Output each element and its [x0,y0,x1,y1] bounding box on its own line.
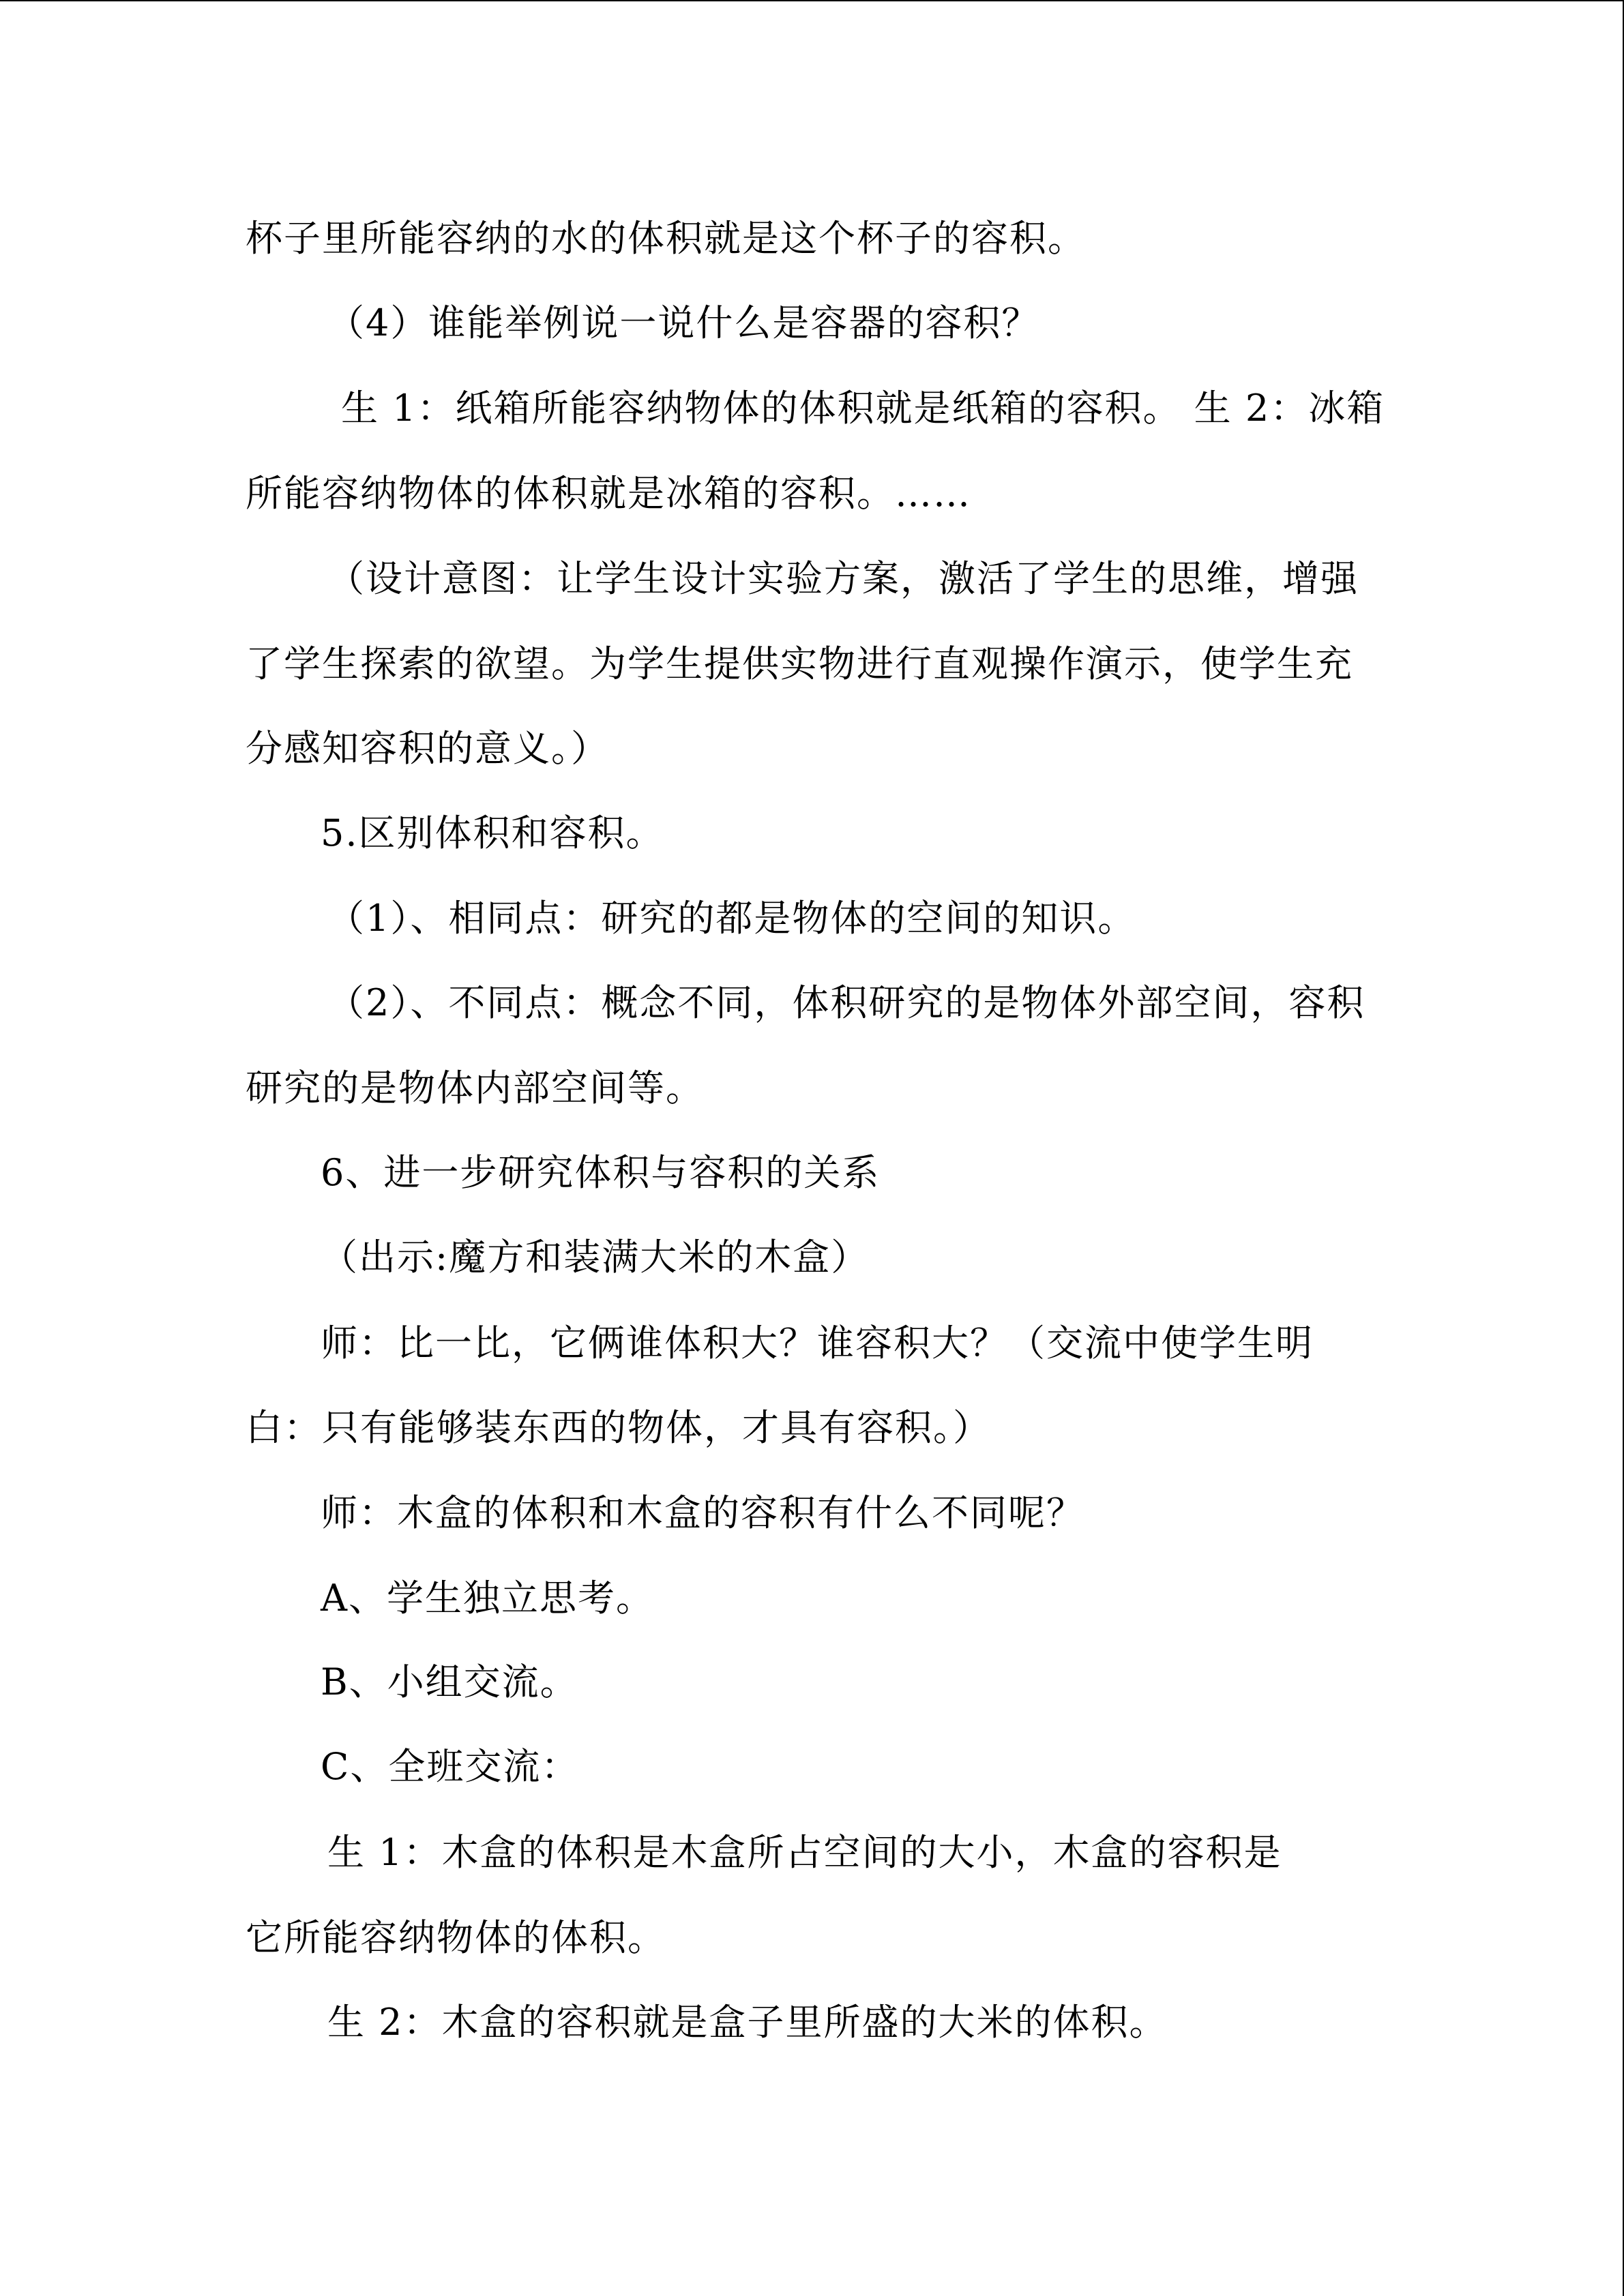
text-line: A、学生独立思考。 [321,1577,654,1620]
text-line: 杯子里所能容纳的水的体积就是这个杯子的容积。 [246,217,1086,260]
text-line: 所能容纳物体的体积就是冰箱的容积。…… [246,472,971,515]
text-line: 师：木盒的体积和木盒的容积有什么不同呢？ [321,1491,1084,1534]
text-line: （出示:魔方和装满大米的木盒） [321,1236,870,1279]
text-line: B、小组交流。 [321,1660,578,1703]
text-line: 师：比一比，它俩谁体积大？谁容积大？（交流中使学生明 [321,1322,1314,1365]
text-line: 研究的是物体内部空间等。 [246,1067,704,1109]
text-line: （1）、相同点：研究的都是物体的空间的知识。 [327,897,1136,940]
text-line: 白：只有能够装东西的物体，才具有容积。） [246,1406,991,1449]
text-line: 生 1：纸箱所能容纳物体的体积就是纸箱的容积。 生 2：冰箱 [341,387,1385,430]
text-line: 6、进一步研究体积与容积的关系 [321,1151,881,1194]
text-line: 它所能容纳物体的体积。 [246,1916,666,1959]
text-line: 生 2：木盒的容积就是盒子里所盛的大米的体积。 [327,2001,1168,2044]
text-line: 了学生探索的欲望。为学生提供实物进行直观操作演示，使学生充 [246,642,1353,685]
text-line: （4）谁能举例说一说什么是容器的容积？ [327,301,1040,344]
text-line: C、全班交流： [321,1745,580,1788]
text-line: 5.区别体积和容积。 [321,811,664,854]
text-line: （设计意图：让学生设计实验方案，激活了学生的思维，增强 [327,557,1359,600]
text-line: （2）、不同点：概念不同，体积研究的是物体外部空间，容积 [327,981,1365,1024]
text-line: 分感知容积的意义。） [246,727,609,770]
text-line: 生 1：木盒的体积是木盒所占空间的大小，木盒的容积是 [327,1831,1282,1874]
